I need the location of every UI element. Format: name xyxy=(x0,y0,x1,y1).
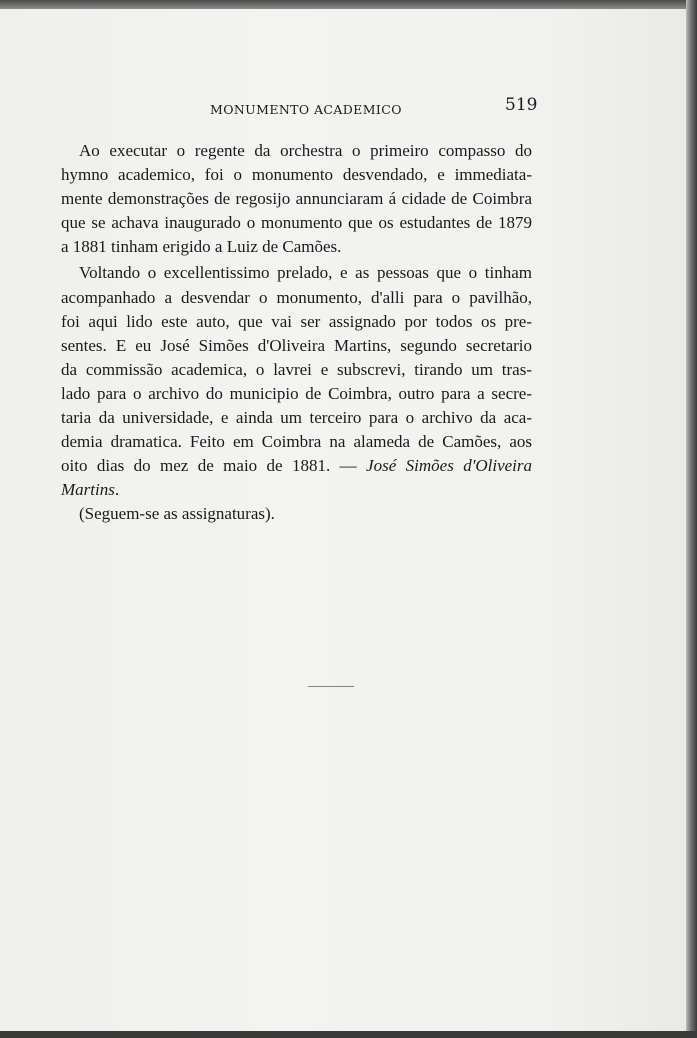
text-line: mente demonstrações de regosijo annunciaram á cidade de Coimbra xyxy=(61,189,532,209)
signature-line-end xyxy=(61,478,532,502)
body-text xyxy=(61,139,532,527)
scan-right-edge xyxy=(686,0,697,1038)
signature-prefix: oito dias do mez de maio de 1881. — xyxy=(61,456,367,476)
text-line: acompanhado a desvendar o monumento, d'alli para o pavilhão, xyxy=(61,287,532,307)
text-line: demia dramatica. Feito em Coimbra na alameda de Camões, aos xyxy=(61,432,532,452)
text-line: sentes. E eu José Simões d'Oliveira Martins, segundo secretario xyxy=(61,335,532,355)
text-line: hymno academico, foi o monumento desvendado, e immediata- xyxy=(61,165,532,185)
signature-name-part2: Martins xyxy=(61,480,115,500)
scan-bottom-edge xyxy=(0,1031,697,1038)
text-line: Ao executar o regente da orchestra o primeiro compasso do xyxy=(79,141,532,160)
closing-line: (Seguem-se as assignaturas). xyxy=(79,504,275,524)
signature-period: . xyxy=(114,480,120,500)
text-line: a 1881 tinham erigido a Luiz de Camões. xyxy=(61,237,342,257)
scan-top-edge xyxy=(0,0,697,9)
bleed-through-rule xyxy=(308,686,354,687)
text-line: taria da universidade, e ainda um terceiro para o archivo da aca- xyxy=(61,408,532,428)
text-line: lado para o archivo do municipio de Coimbra, outro para a secre- xyxy=(61,383,532,403)
text-line: que se achava inaugurado o monumento que os estudantes de 1879 xyxy=(61,213,532,233)
running-head: MONUMENTO ACADEMICO xyxy=(210,102,402,117)
text-line: foi aqui lido este auto, que vai ser assignado por todos os pre- xyxy=(61,311,532,331)
signature-line xyxy=(61,454,532,478)
text-line: da commissão academica, o lavrei e subscrevi, tirando um tras- xyxy=(61,359,532,379)
page-number: 519 xyxy=(505,95,538,115)
text-line: Voltando o excellentissimo prelado, e as pessoas que o tinham xyxy=(79,263,532,283)
book-page xyxy=(0,9,686,1031)
signature-name-part1: José Simões d'Oliveira xyxy=(366,456,532,476)
